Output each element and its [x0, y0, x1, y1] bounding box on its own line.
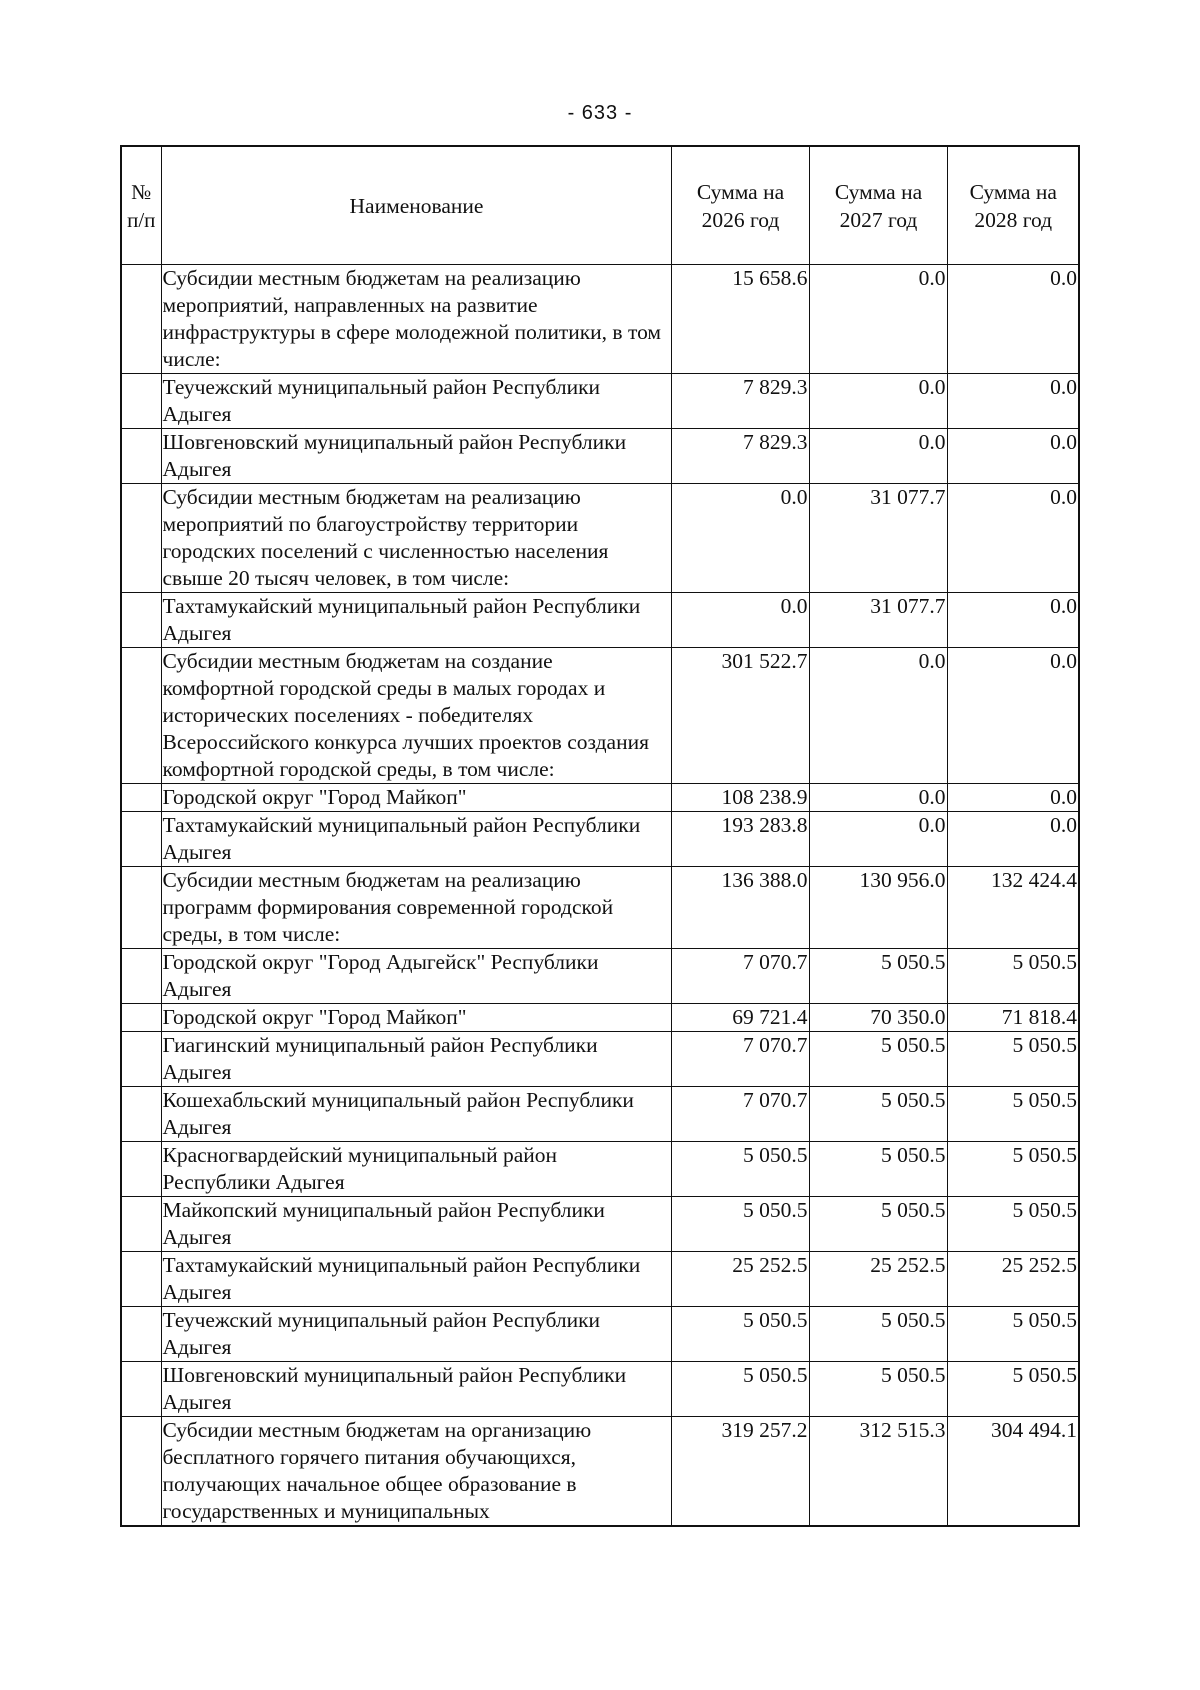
row-name-cell: Городской округ "Город Майкоп": [161, 1004, 671, 1032]
column-header-2026-line2: 2026 год: [701, 207, 780, 232]
row-number-cell: [121, 1004, 161, 1032]
row-name-cell: Кошехабльский муниципальный район Республики Адыгея: [161, 1087, 671, 1142]
row-2027-cell: 0.0: [809, 648, 947, 784]
row-2028-cell: 5 050.5: [947, 1197, 1079, 1252]
row-2027-cell: 0.0: [809, 784, 947, 812]
row-number-cell: [121, 1417, 161, 1527]
row-2026-cell: 0.0: [671, 593, 809, 648]
row-2027-cell: 31 077.7: [809, 484, 947, 593]
table-row: [121, 1032, 1079, 1087]
row-2027-cell: 31 077.7: [809, 593, 947, 648]
row-2028-cell: 5 050.5: [947, 1032, 1079, 1087]
row-2027-cell: 25 252.5: [809, 1252, 947, 1307]
row-2027-cell: 5 050.5: [809, 1142, 947, 1197]
row-number-cell: [121, 1362, 161, 1417]
row-name-cell: Теучежский муниципальный район Республики Адыгея: [161, 1307, 671, 1362]
row-2026-cell: 7 829.3: [671, 429, 809, 484]
row-2027-cell: 5 050.5: [809, 1032, 947, 1087]
row-2027-cell: 0.0: [809, 429, 947, 484]
row-2028-cell: 5 050.5: [947, 1307, 1079, 1362]
row-number-cell: [121, 784, 161, 812]
table-row: [121, 484, 1079, 593]
row-number-cell: [121, 429, 161, 484]
row-name-cell: Шовгеновский муниципальный район Республики Адыгея: [161, 1362, 671, 1417]
row-2026-cell: 5 050.5: [671, 1142, 809, 1197]
row-2028-cell: 0.0: [947, 593, 1079, 648]
column-header-2028-line1: Сумма на: [969, 179, 1057, 204]
column-header-2028-line2: 2028 год: [974, 207, 1053, 232]
table-row: [121, 949, 1079, 1004]
row-2028-cell: 0.0: [947, 812, 1079, 867]
column-header-2027-line1: Сумма на: [834, 179, 923, 204]
row-name-cell: Красногвардейский муниципальный район Республики Адыгея: [161, 1142, 671, 1197]
table-row: [121, 1252, 1079, 1307]
row-number-cell: [121, 265, 161, 374]
table-row: [121, 1362, 1079, 1417]
row-2027-cell: 0.0: [809, 265, 947, 374]
row-2028-cell: 25 252.5: [947, 1252, 1079, 1307]
column-header-2026: [671, 146, 809, 265]
row-name-cell: Субсидии местным бюджетам на организацию бесплатного горячего питания обучающихся, получающих начальное общее образование в государственных и муниципальных: [161, 1417, 671, 1527]
row-2026-cell: 69 721.4: [671, 1004, 809, 1032]
row-name-cell: Субсидии местным бюджетам на реализацию мероприятий по благоустройству территории городских поселений с численностью населения свыше 20 тысяч человек, в том числе:: [161, 484, 671, 593]
row-number-cell: [121, 1087, 161, 1142]
row-2026-cell: 319 257.2: [671, 1417, 809, 1527]
row-name-cell: Гиагинский муниципальный район Республики Адыгея: [161, 1032, 671, 1087]
row-name-cell: Шовгеновский муниципальный район Республики Адыгея: [161, 429, 671, 484]
column-header-number-line1: №: [131, 179, 152, 204]
row-2028-cell: 5 050.5: [947, 949, 1079, 1004]
row-2027-cell: 5 050.5: [809, 949, 947, 1004]
row-2026-cell: 15 658.6: [671, 265, 809, 374]
row-2028-cell: 0.0: [947, 265, 1079, 374]
row-2026-cell: 7 829.3: [671, 374, 809, 429]
row-2026-cell: 25 252.5: [671, 1252, 809, 1307]
row-name-cell: Майкопский муниципальный район Республики Адыгея: [161, 1197, 671, 1252]
table-row: [121, 1142, 1079, 1197]
table-row: [121, 1417, 1079, 1527]
table-row: [121, 374, 1079, 429]
row-2028-cell: 0.0: [947, 484, 1079, 593]
table-row: [121, 593, 1079, 648]
row-2026-cell: 5 050.5: [671, 1197, 809, 1252]
row-2028-cell: 304 494.1: [947, 1417, 1079, 1527]
row-number-cell: [121, 1142, 161, 1197]
row-2026-cell: 5 050.5: [671, 1362, 809, 1417]
column-header-2027-line2: 2027 год: [839, 207, 918, 232]
row-2026-cell: 0.0: [671, 484, 809, 593]
row-name-cell: Городской округ "Город Адыгейск" Республики Адыгея: [161, 949, 671, 1004]
row-2027-cell: 0.0: [809, 374, 947, 429]
row-2027-cell: 5 050.5: [809, 1307, 947, 1362]
row-2028-cell: 71 818.4: [947, 1004, 1079, 1032]
table-row: [121, 812, 1079, 867]
table-row: [121, 867, 1079, 949]
row-2028-cell: 0.0: [947, 374, 1079, 429]
row-name-cell: Субсидии местным бюджетам на реализацию мероприятий, направленных на развитие инфраструктуры в сфере молодежной политики, в том числе:: [161, 265, 671, 374]
row-number-cell: [121, 1252, 161, 1307]
row-2027-cell: 5 050.5: [809, 1087, 947, 1142]
column-header-name: Наименование: [161, 146, 671, 265]
row-number-cell: [121, 1197, 161, 1252]
row-2028-cell: 5 050.5: [947, 1362, 1079, 1417]
row-2028-cell: 132 424.4: [947, 867, 1079, 949]
row-2028-cell: 0.0: [947, 784, 1079, 812]
row-2026-cell: 193 283.8: [671, 812, 809, 867]
row-number-cell: [121, 648, 161, 784]
budget-table: [120, 145, 1080, 1527]
column-header-number: [121, 146, 161, 265]
row-name-cell: Субсидии местным бюджетам на реализацию программ формирования современной городской среды, в том числе:: [161, 867, 671, 949]
row-2028-cell: 5 050.5: [947, 1142, 1079, 1197]
row-2028-cell: 5 050.5: [947, 1087, 1079, 1142]
row-name-cell: Субсидии местным бюджетам на создание комфортной городской среды в малых городах и исторических поселениях - победителях Всероссийского конкурса лучших проектов создания комфортной городской среды, в том числе:: [161, 648, 671, 784]
row-2026-cell: 108 238.9: [671, 784, 809, 812]
table-header-row: [121, 146, 1079, 265]
row-number-cell: [121, 867, 161, 949]
row-2027-cell: 70 350.0: [809, 1004, 947, 1032]
row-number-cell: [121, 949, 161, 1004]
table-row: [121, 429, 1079, 484]
row-2026-cell: 7 070.7: [671, 1087, 809, 1142]
row-2026-cell: 136 388.0: [671, 867, 809, 949]
row-number-cell: [121, 1032, 161, 1087]
column-header-number-line2: п/п: [127, 207, 156, 232]
row-2026-cell: 301 522.7: [671, 648, 809, 784]
row-2027-cell: 0.0: [809, 812, 947, 867]
row-2027-cell: 5 050.5: [809, 1362, 947, 1417]
row-2027-cell: 312 515.3: [809, 1417, 947, 1527]
row-2028-cell: 0.0: [947, 648, 1079, 784]
table-row: [121, 648, 1079, 784]
table-row: [121, 1004, 1079, 1032]
page-number: - 633 -: [567, 102, 633, 124]
table-row: [121, 784, 1079, 812]
table-row: [121, 265, 1079, 374]
row-number-cell: [121, 484, 161, 593]
table-row: [121, 1087, 1079, 1142]
row-number-cell: [121, 374, 161, 429]
row-2026-cell: 5 050.5: [671, 1307, 809, 1362]
row-number-cell: [121, 812, 161, 867]
row-2026-cell: 7 070.7: [671, 949, 809, 1004]
row-2028-cell: 0.0: [947, 429, 1079, 484]
row-number-cell: [121, 1307, 161, 1362]
row-2027-cell: 5 050.5: [809, 1197, 947, 1252]
row-2027-cell: 130 956.0: [809, 867, 947, 949]
column-header-2026-line1: Сумма на: [696, 179, 785, 204]
row-number-cell: [121, 593, 161, 648]
row-name-cell: Городской округ "Город Майкоп": [161, 784, 671, 812]
column-header-2027: [809, 146, 947, 265]
row-name-cell: Тахтамукайский муниципальный район Республики Адыгея: [161, 812, 671, 867]
table-row: [121, 1197, 1079, 1252]
column-header-2028: [947, 146, 1079, 265]
table-row: [121, 1307, 1079, 1362]
row-name-cell: Теучежский муниципальный район Республики Адыгея: [161, 374, 671, 429]
row-name-cell: Тахтамукайский муниципальный район Республики Адыгея: [161, 1252, 671, 1307]
row-name-cell: Тахтамукайский муниципальный район Республики Адыгея: [161, 593, 671, 648]
row-2026-cell: 7 070.7: [671, 1032, 809, 1087]
